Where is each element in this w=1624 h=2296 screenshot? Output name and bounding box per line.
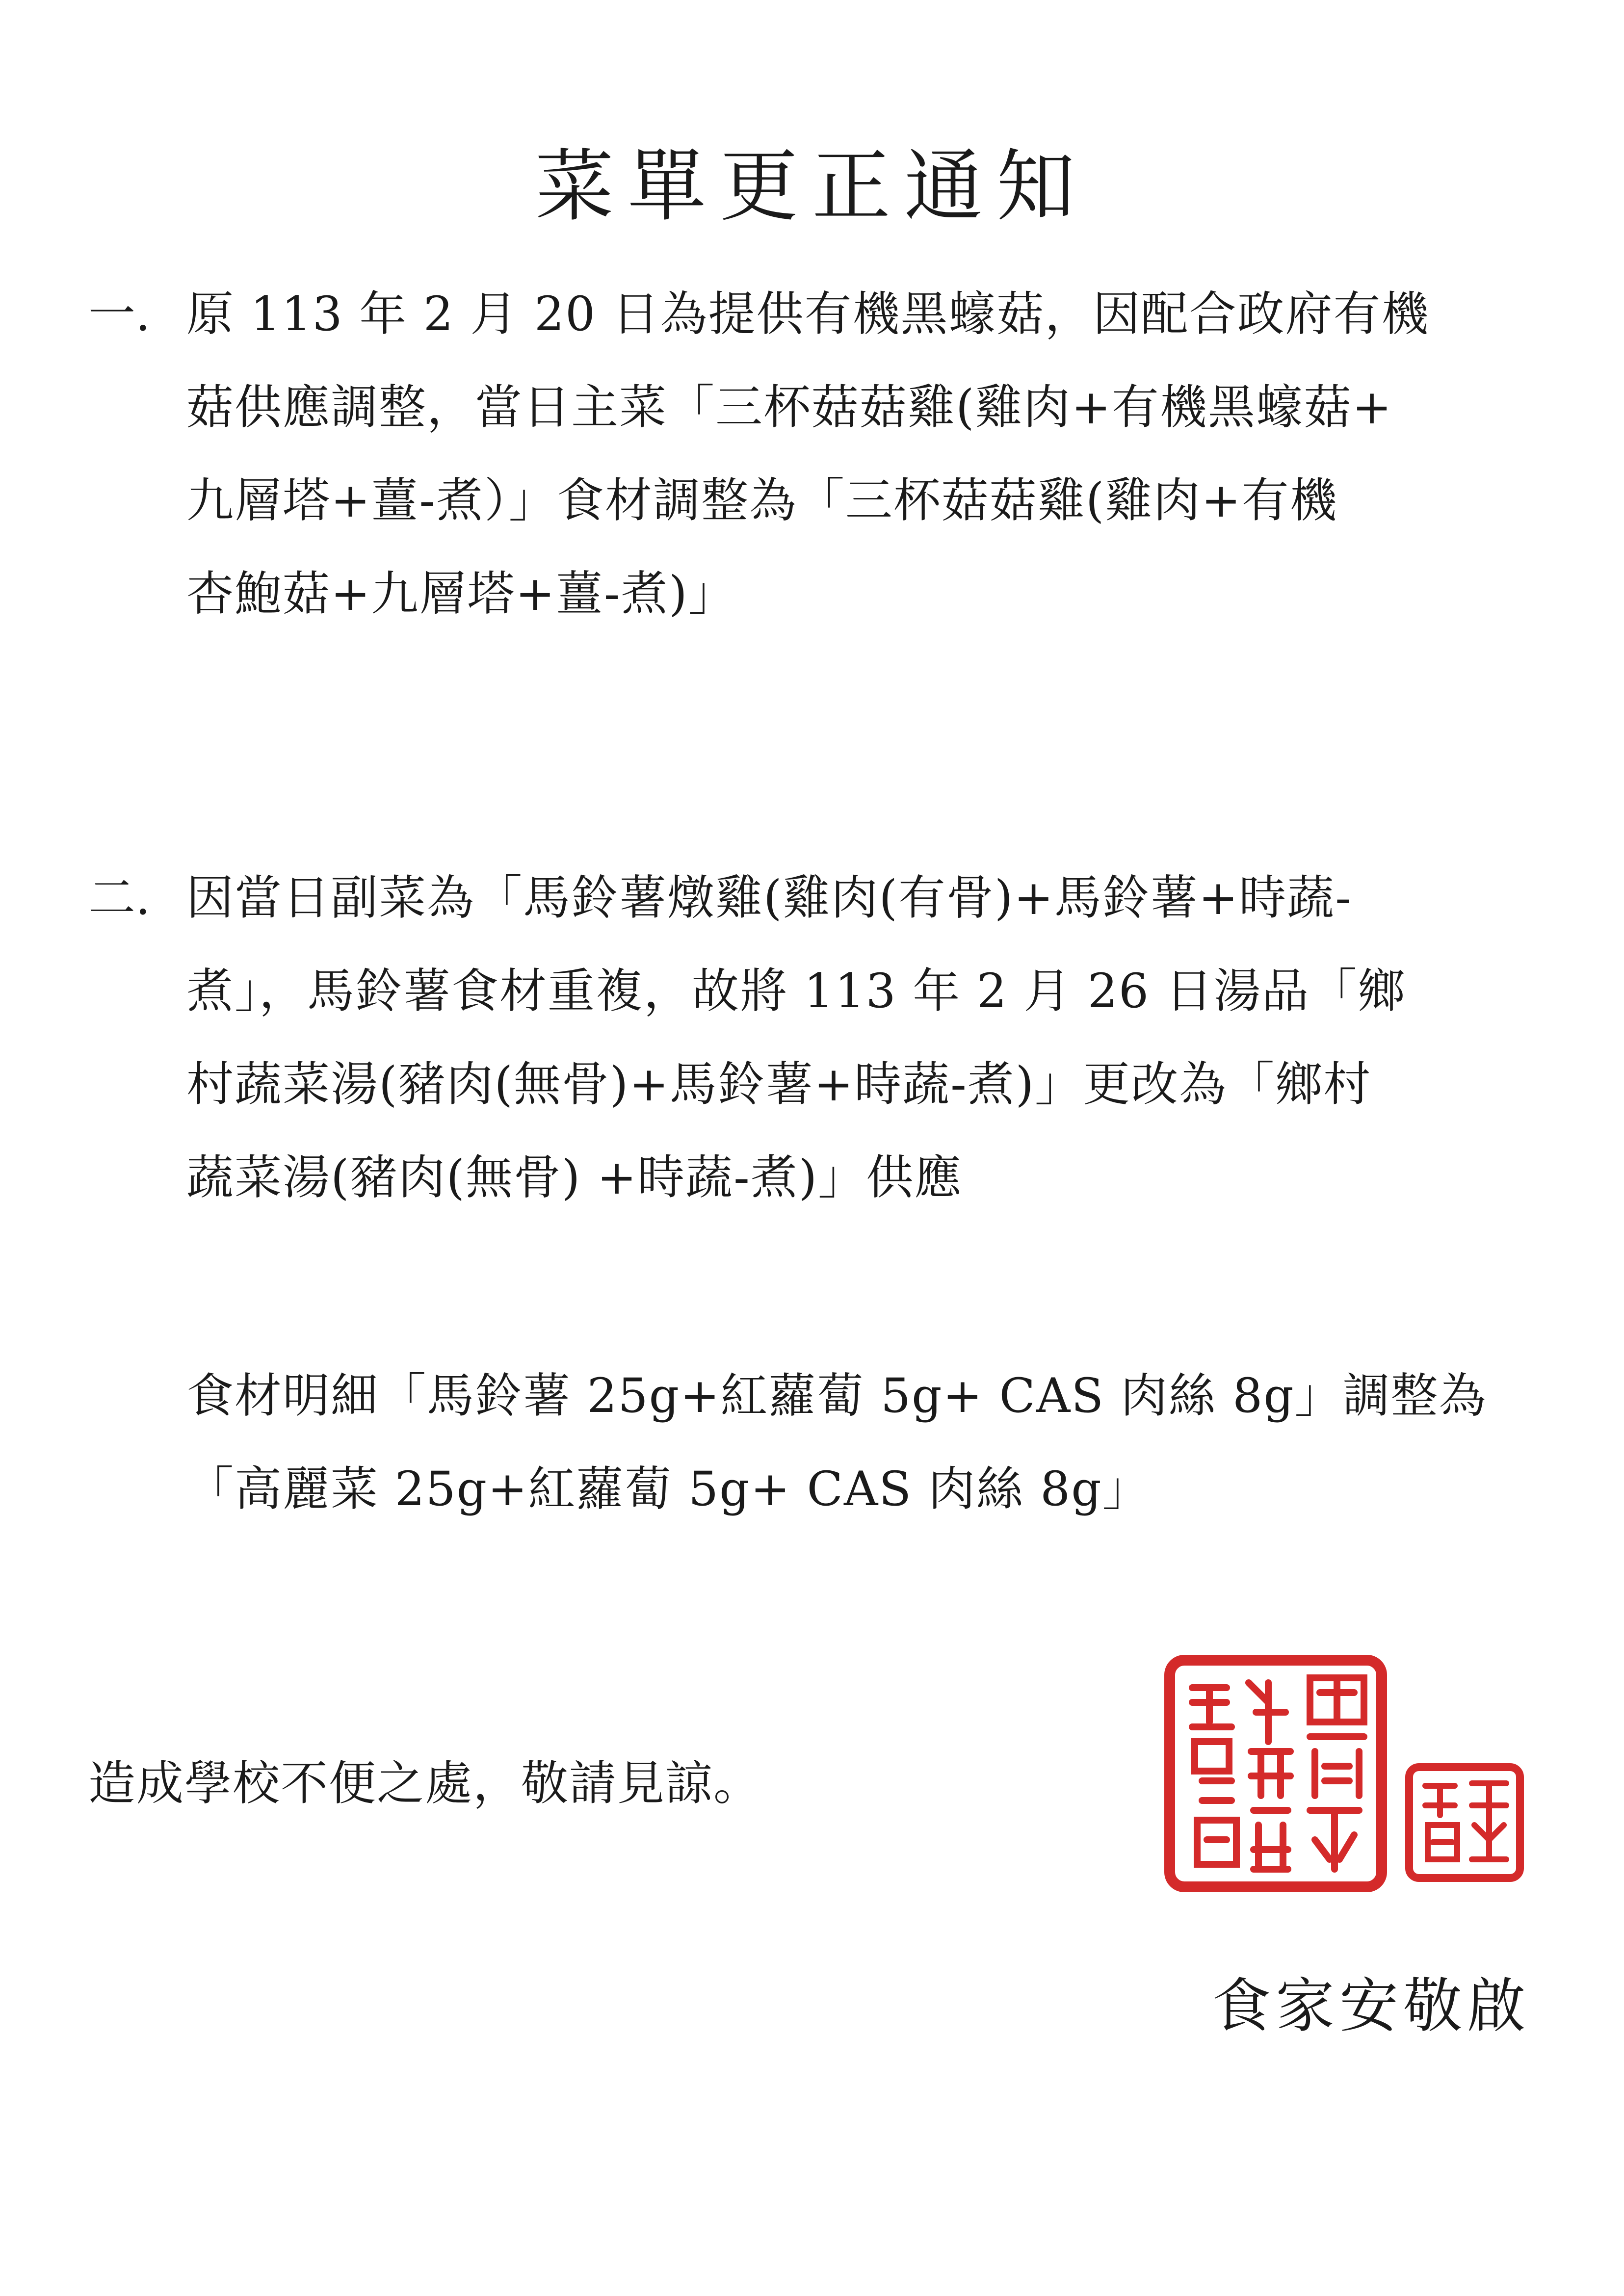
text-line: 食材明細「馬鈴薯 25g+紅蘿蔔 5g+ CAS 肉絲 8g」調整為: [186, 1368, 1487, 1423]
text-line: 村蔬菜湯(豬肉(無骨)+馬鈴薯+時蔬-煮)」更改為「鄉村: [186, 1057, 1372, 1112]
representative-seal-stamp: [1403, 1761, 1526, 1884]
item-text: [186, 267, 1624, 640]
detail-text: [186, 1349, 1624, 1536]
closing-apology: 造成學校不便之處，敬請見諒。: [88, 1756, 761, 1811]
text-line: 杏鮑菇+九層塔+薑-煮)」: [186, 566, 736, 621]
text-line: 蔬菜湯(豬肉(無骨) +時蔬-煮)」供應: [186, 1150, 963, 1205]
item-number: 一.: [88, 287, 151, 341]
item-text: [186, 851, 1624, 1224]
text-line: 因當日副菜為「馬鈴薯燉雞(雞肉(有骨)+馬鈴薯+時蔬-: [186, 870, 1352, 925]
text-line: 菇供應調整，當日主菜「三杯菇菇雞(雞肉+有機黑蠔菇+: [186, 380, 1393, 435]
item-number: 二.: [88, 870, 151, 925]
text-line: 九層塔+薑-煮）」食材調整為「三杯菇菇雞(雞肉+有機: [186, 473, 1338, 528]
text-line: 原 113 年 2 月 20 日為提供有機黑蠔菇，因配合政府有機: [186, 287, 1430, 341]
signature: 食家安敬啟: [1212, 1972, 1531, 2040]
document-title: 菜單更正通知: [535, 140, 1089, 232]
company-seal-stamp: [1163, 1653, 1388, 1894]
text-line: 「高麗菜 25g+紅蘿蔔 5g+ CAS 肉絲 8g」: [186, 1461, 1151, 1516]
text-line: 煮」，馬鈴薯食材重複，故將 113 年 2 月 26 日湯品「鄉: [186, 964, 1406, 1018]
